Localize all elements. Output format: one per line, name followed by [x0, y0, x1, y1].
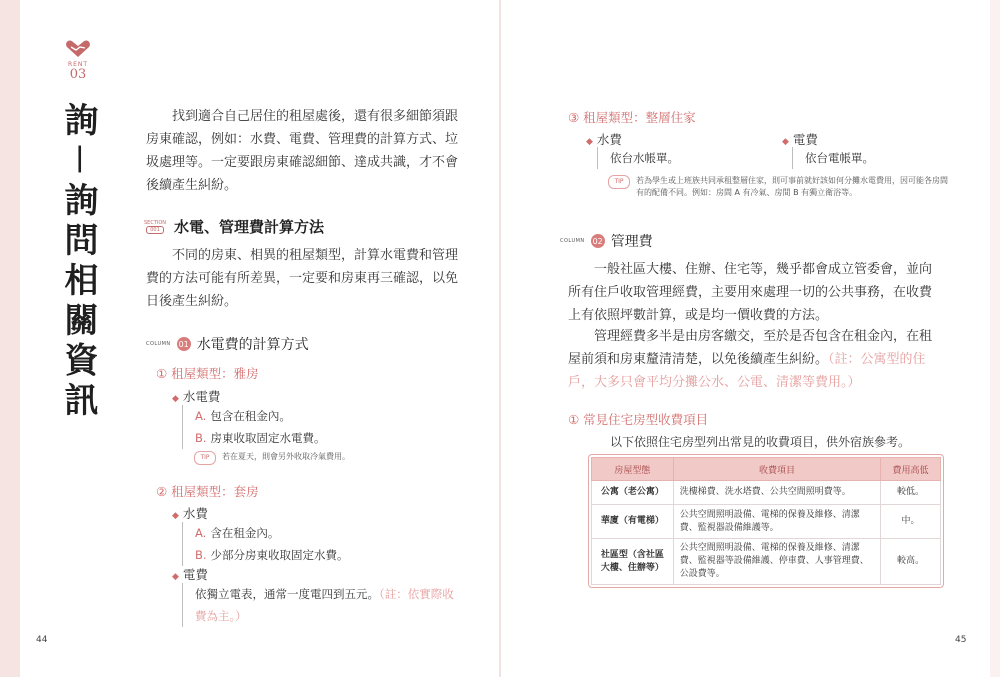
bullet-water	[172, 504, 208, 522]
tip-badge: TIP	[608, 175, 630, 189]
tip-note	[194, 451, 454, 465]
column-word: COLUMN	[560, 238, 585, 244]
bullet-label: 水費	[596, 132, 622, 147]
room-type-1-heading: ① 租屋類型：雅房	[156, 366, 259, 381]
section-text: 不同的房東、相異的租屋類型，計算水電費和管理費的方法可能有所差異，一定要和房東再三確認，以免日後產生糾紛。	[146, 248, 459, 309]
cell-cost: 中。	[881, 505, 941, 539]
column-01-heading	[146, 334, 309, 354]
handshake-heart-icon	[58, 40, 98, 61]
column-title: 水電費的計算方式	[196, 337, 309, 353]
page-number-left: 44	[36, 635, 48, 645]
bullet-power	[172, 565, 208, 583]
list-item: A. 含在租金內。	[195, 526, 280, 540]
logo-rent-label: RENT	[67, 61, 89, 68]
diamond-bullet-icon: ◆	[172, 394, 179, 404]
list-item: A. 包含在租金內。	[195, 409, 291, 423]
power-text-3: 依台電帳單。	[792, 147, 955, 169]
tip-text: 若為學生或上班族共同承租整層住家，則可事前就好該如何分攤水電費用，因可能各房間有的配備不同。例如：房間 A 有冷氣、房間 B 有獨立衛浴等。	[636, 176, 948, 197]
column-title: 管理費	[610, 234, 653, 250]
tip-note-3	[608, 175, 953, 199]
power-text	[182, 583, 457, 627]
section-number: 001	[146, 226, 164, 234]
chapter-title: 詢－詢問相關資訊	[58, 102, 98, 422]
bullet-water-3	[586, 130, 622, 148]
cell-items: 公共空間照明設備、電梯的保養及維修、清潔費、監視器設備維護等。	[673, 505, 880, 539]
fee-text-1: 一般社區大樓、住辦、住宅等，幾乎都會成立管委會，並向所有住戶收取管理經費，主要用來處理一切的公共事務，在收費上有依照坪數計算，或是均一價收費的方法。	[568, 262, 933, 323]
table-row	[592, 539, 941, 585]
fee-table-heading: ① 常見住宅房型收費項目	[568, 412, 709, 427]
header-fee-items: 收費項目	[673, 458, 880, 481]
bullet-label: 水電費	[182, 389, 221, 404]
column-02-heading	[560, 231, 653, 251]
chapter-number: 03	[69, 67, 87, 82]
fee-table-intro: 以下依照住宅房型列出常見的收費項目，供外宿族參考。	[610, 435, 911, 449]
diamond-bullet-icon: ◆	[586, 137, 593, 147]
tip-badge: TIP	[194, 451, 216, 465]
water-text-3: 依台水帳單。	[597, 147, 760, 169]
left-margin-band	[0, 0, 20, 677]
fee-table	[591, 457, 941, 585]
intro-paragraph	[146, 105, 462, 197]
cell-type: 公寓（老公寓）	[592, 481, 674, 505]
fee-text-2: 管理經費多半是由房客繳交，至於是否包含在租金內，在租屋前須和房東釐清清楚，以免後續產生糾紛。	[568, 329, 933, 367]
type-1-list	[182, 405, 455, 449]
column-word: COLUMN	[146, 341, 171, 347]
cell-cost: 較低。	[881, 481, 941, 505]
fee-paragraph-1	[568, 258, 944, 327]
section-label: SECTION	[144, 219, 167, 226]
fee-paragraph-2	[568, 325, 944, 394]
cell-cost: 較高。	[881, 539, 941, 585]
power-note: （註：依實際收費為主。）	[195, 587, 454, 623]
section-heading	[144, 216, 324, 237]
section-tag	[144, 220, 166, 234]
bullet-label: 電費	[182, 567, 208, 582]
cell-items: 公共空間照明設備、電梯的保養及維修、清潔費、監視器等設備維護、停車費、人事管理費、公設費等。	[673, 539, 880, 585]
table-row	[592, 481, 941, 505]
cell-items: 洗樓梯費、洗水塔費、公共空間照明費等。	[673, 481, 880, 505]
tip-text: 若在夏天，則會另外收取冷氣費用。	[222, 452, 350, 461]
chapter-logo	[58, 40, 98, 82]
diamond-bullet-icon: ◆	[172, 572, 179, 582]
cell-type: 華廈（有電梯）	[592, 505, 674, 539]
fee-note: （註：公寓型的住戶，大多只會平均分攤公水、公電、清潔等費用。）	[568, 352, 926, 390]
page-number-right: 45	[955, 635, 967, 645]
header-cost-level: 費用高低	[881, 458, 941, 481]
list-item: B. 房東收取固定水電費。	[195, 431, 326, 445]
bullet-utilities	[172, 387, 220, 405]
section-title: 水電、管理費計算方法	[174, 218, 325, 236]
book-gutter	[499, 0, 501, 677]
room-type-2-heading: ② 租屋類型：套房	[156, 484, 259, 499]
column-number-badge: 01	[177, 337, 191, 351]
table-header-row	[592, 458, 941, 481]
header-house-type: 房屋型態	[592, 458, 674, 481]
diamond-bullet-icon: ◆	[782, 137, 789, 147]
bullet-power-3	[782, 130, 818, 148]
cell-type: 社區型（含社區大樓、住辦等）	[592, 539, 674, 585]
room-type-3-heading: ③ 租屋類型：整層住家	[568, 110, 696, 125]
section-paragraph	[146, 244, 462, 313]
bullet-label: 水費	[182, 506, 208, 521]
intro-text: 找到適合自己居住的租屋處後，還有很多細節須跟房東確認，例如：水費、電費、管理費的計算方式、垃圾處理等。一定要跟房東確認細節、達成共識，才不會後續產生糾紛。	[146, 109, 459, 193]
power-body: 依獨立電表，通常一度電四到五元。	[195, 587, 379, 601]
table-row	[592, 505, 941, 539]
type-2-list	[182, 522, 455, 566]
fee-table-frame	[588, 454, 944, 588]
right-margin-band	[990, 0, 1000, 677]
bullet-label: 電費	[792, 132, 818, 147]
diamond-bullet-icon: ◆	[172, 511, 179, 521]
column-number-badge: 02	[591, 234, 605, 248]
list-item: B. 少部分房東收取固定水費。	[195, 548, 349, 562]
